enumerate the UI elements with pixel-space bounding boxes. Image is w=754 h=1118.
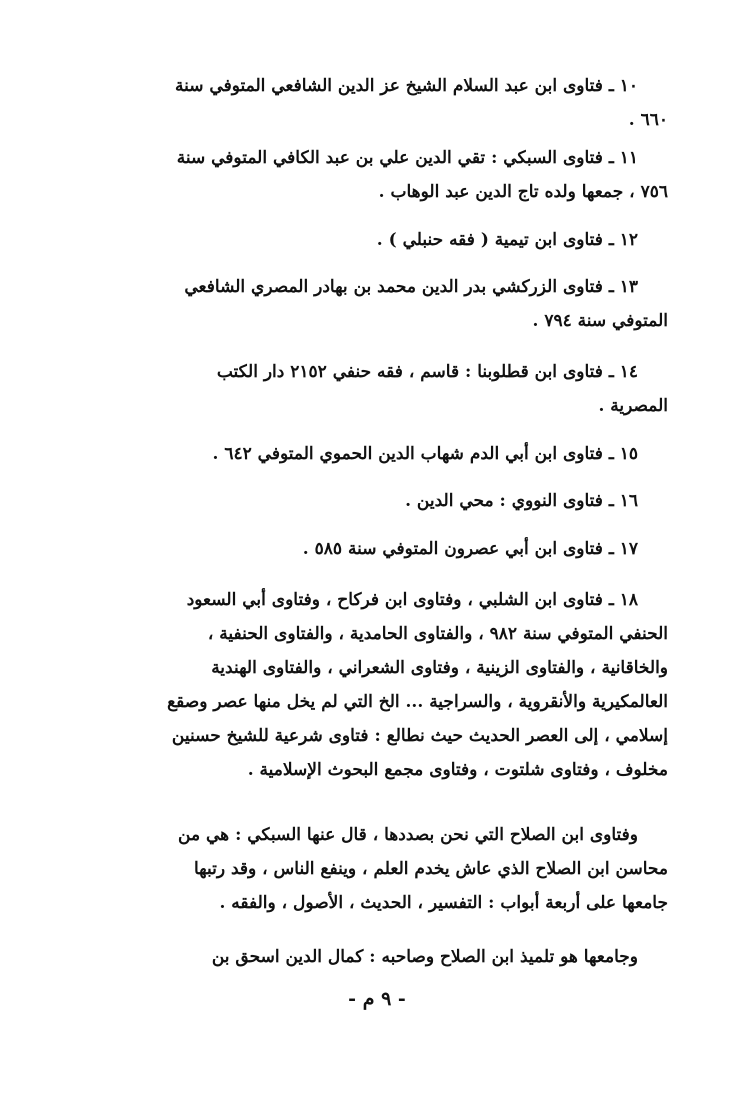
- paragraph-ibn-salah-line-1: وفتاوى ابن الصلاح التي نحن بصددها ، قال عنها السبكي : هي من: [178, 825, 638, 845]
- item-13-line-2: المتوفي سنة ٧٩٤ .: [532, 311, 668, 331]
- item-17: [128, 532, 668, 566]
- item-17-line-1: ١٧ ـ فتاوى ابن أبي عصرون المتوفي سنة ٥٨٥ .: [302, 539, 638, 559]
- paragraph-ibn-salah-line-3: جامعها على أربعة أبواب : التفسير ، الحديث ، الأصول ، والفقه .: [219, 893, 668, 913]
- item-15-line-1: ١٥ ـ فتاوى ابن أبي الدم شهاب الدين الحموي المتوفي ٦٤٢ .: [212, 444, 638, 464]
- item-13-line-1: ١٣ ـ فتاوى الزركشي بدر الدين محمد بن بهادر المصري الشافعي: [184, 277, 638, 297]
- paragraph-ibn-salah: [128, 818, 668, 920]
- item-10-line-2: ٦٦٠ .: [628, 110, 668, 130]
- item-12: [128, 223, 668, 257]
- item-18-line-4: العالمكيرية والأنقروية ، والسراجية ... الخ التي لم يخل منها عصر وصقع: [167, 692, 668, 712]
- paragraph-compiler: [128, 940, 668, 974]
- item-11: [128, 141, 668, 209]
- item-11-line-1: ١١ ـ فتاوى السبكي : تقي الدين علي بن عبد الكافي المتوفي سنة: [176, 148, 638, 168]
- item-18-line-3: والخاقانية ، والفتاوى الزينية ، وفتاوى الشعراني ، والفتاوى الهندية: [211, 658, 668, 678]
- item-16: [128, 484, 668, 518]
- page-number: - ٩ م -: [348, 988, 406, 1010]
- item-10-line-1: ١٠ ـ فتاوى ابن عبد السلام الشيخ عز الدين الشافعي المتوفي سنة: [175, 76, 638, 96]
- item-13: [128, 270, 668, 338]
- item-10: [128, 69, 668, 137]
- item-18-line-5: إسلامي ، إلى العصر الحديث حيث نطالع : فتاوى شرعية للشيخ حسنين: [171, 726, 668, 746]
- paragraph-ibn-salah-line-2: محاسن ابن الصلاح الذي عاش يخدم العلم ، وينفع الناس ، وقد رتبها: [193, 859, 668, 879]
- item-12-line-1: ١٢ ـ فتاوى ابن تيمية ( فقه حنبلي ) .: [376, 230, 638, 250]
- item-18-line-2: الحنفي المتوفي سنة ٩٨٢ ، والفتاوى الحامدية ، والفتاوى الحنفية ،: [207, 624, 668, 644]
- item-14: [128, 355, 668, 423]
- item-15: [128, 437, 668, 471]
- item-14-line-1: ١٤ ـ فتاوى ابن قطلوبنا : قاسم ، فقه حنفي ٢١٥٢ دار الكتب: [216, 362, 638, 382]
- item-18: [128, 583, 668, 787]
- item-14-line-2: المصرية .: [598, 396, 668, 416]
- item-18-line-6: مخلوف ، وفتاوى شلتوت ، وفتاوى مجمع البحوث الإسلامية .: [247, 760, 668, 780]
- item-11-line-2: ٧٥٦ ، جمعها ولده تاج الدين عبد الوهاب .: [378, 182, 668, 202]
- item-18-line-1: ١٨ ـ فتاوى ابن الشلبي ، وفتاوى ابن فركاح ، وفتاوى أبي السعود: [186, 590, 638, 610]
- item-16-line-1: ١٦ ـ فتاوى النووي : محي الدين .: [405, 491, 638, 511]
- paragraph-compiler-line-1: وجامعها هو تلميذ ابن الصلاح وصاحبه : كمال الدين اسحق بن: [211, 947, 638, 967]
